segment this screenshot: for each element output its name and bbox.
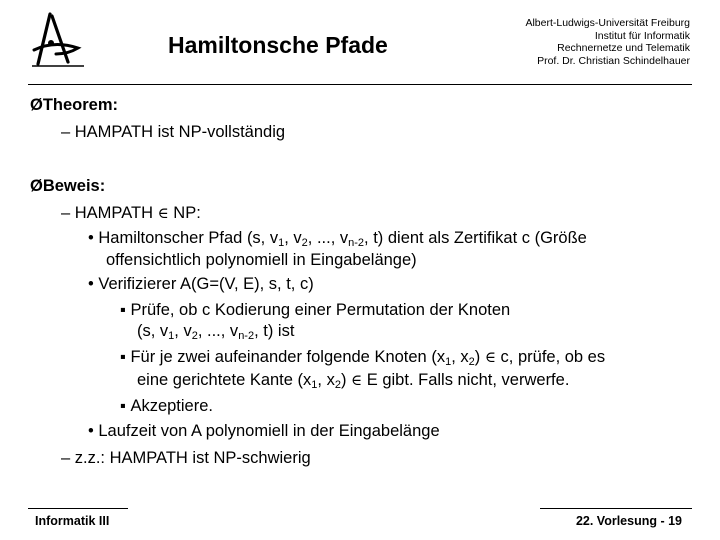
np-hard-row: – z.z.: HAMPATH ist NP-schwierig [61, 449, 311, 467]
accept-row [120, 397, 213, 416]
institution-line: Albert-Ludwigs-Universität Freiburg [525, 17, 690, 29]
check1-text: (s, v [137, 322, 169, 340]
check2-text: , x [451, 348, 469, 366]
subscript: 1 [278, 237, 285, 249]
verifier-text: Verifizierer A(G=(V, E), s, t, c) [98, 275, 314, 293]
institution-line: Institut für Informatik [594, 29, 690, 42]
subscript: 1 [311, 379, 318, 391]
check2-row [120, 348, 605, 368]
subscript: n-2 [348, 237, 365, 249]
arrow-bullet-icon: Ø [30, 96, 43, 114]
check1-text: Prüfe, ob c Kodierung einer Permutation der Knoten [130, 301, 511, 319]
runtime-row [88, 422, 440, 441]
check2-text: Für je zwei aufeinander folgende Knoten (x [130, 348, 446, 366]
check1-text: , ..., v [197, 322, 239, 340]
check1-text: , t) ist [254, 322, 295, 340]
square-bullet: ▪ [120, 301, 126, 319]
theorem-heading-row [30, 96, 118, 115]
cert-text: Hamiltonscher Pfad (s, v [98, 229, 279, 247]
proof-heading: Beweis: [42, 177, 106, 195]
check2-text: , x [317, 371, 335, 389]
check2-text: ) [340, 371, 347, 389]
square-bullet: ▪ [120, 397, 126, 415]
check1-row-2 [137, 322, 294, 342]
element-of-symbol: ∈ [157, 204, 169, 222]
subscript: 1 [168, 330, 175, 342]
accept-text: Akzeptiere. [130, 397, 213, 415]
check2-text: ) [474, 348, 481, 366]
header-divider [28, 84, 692, 85]
subscript: 2 [468, 356, 475, 368]
subscript: 1 [445, 356, 452, 368]
cert-text: , v [284, 229, 302, 247]
certificate-row-2: offensichtlich polynomiell in Eingabelänge) [106, 251, 417, 269]
np-member-row [61, 204, 201, 223]
check2-row-2 [137, 371, 569, 391]
check1-text: , v [174, 322, 192, 340]
institution-block [525, 17, 690, 67]
subscript: 2 [301, 237, 308, 249]
footer-divider-right [540, 508, 692, 509]
np-member-tail: NP: [173, 204, 201, 222]
dot-bullet: • [88, 422, 94, 440]
subscript: 2 [191, 330, 198, 342]
np-member-text: – HAMPATH [61, 204, 153, 222]
certificate-row [88, 229, 587, 249]
element-of-symbol: ∈ [484, 348, 496, 366]
theorem-heading: Theorem: [42, 96, 119, 114]
element-of-symbol: ∈ [351, 371, 363, 389]
theorem-statement: – HAMPATH ist NP-vollständig [61, 123, 286, 141]
square-bullet: ▪ [120, 348, 126, 366]
proof-heading-row [30, 177, 105, 196]
institution-line: Prof. Dr. Christian Schindelhauer [537, 54, 690, 67]
footer-course: Informatik III [35, 514, 110, 528]
footer-page: 22. Vorlesung - 19 [575, 514, 682, 528]
dot-bullet: • [88, 275, 94, 293]
verifier-row [88, 275, 314, 294]
dot-bullet: • [88, 229, 94, 247]
check1-row [120, 301, 510, 320]
arrow-bullet-icon: Ø [30, 177, 43, 195]
institution-line: Rechnernetze und Telematik [557, 42, 690, 54]
cert-text: , t) dient als Zertifikat c (Größe [364, 229, 587, 247]
check2-text: eine gerichtete Kante (x [137, 371, 312, 389]
cert-text: , ..., v [307, 229, 349, 247]
footer-divider-left [28, 508, 128, 509]
check2-text: c, prüfe, ob es [500, 348, 606, 366]
subscript: n-2 [238, 330, 255, 342]
runtime-text: Laufzeit von A polynomiell in der Eingabelänge [98, 422, 440, 440]
university-logo-icon [28, 10, 88, 72]
subscript: 2 [334, 379, 341, 391]
check2-text: E gibt. Falls nicht, verwerfe. [366, 371, 570, 389]
page-title: Hamiltonsche Pfade [168, 32, 388, 58]
